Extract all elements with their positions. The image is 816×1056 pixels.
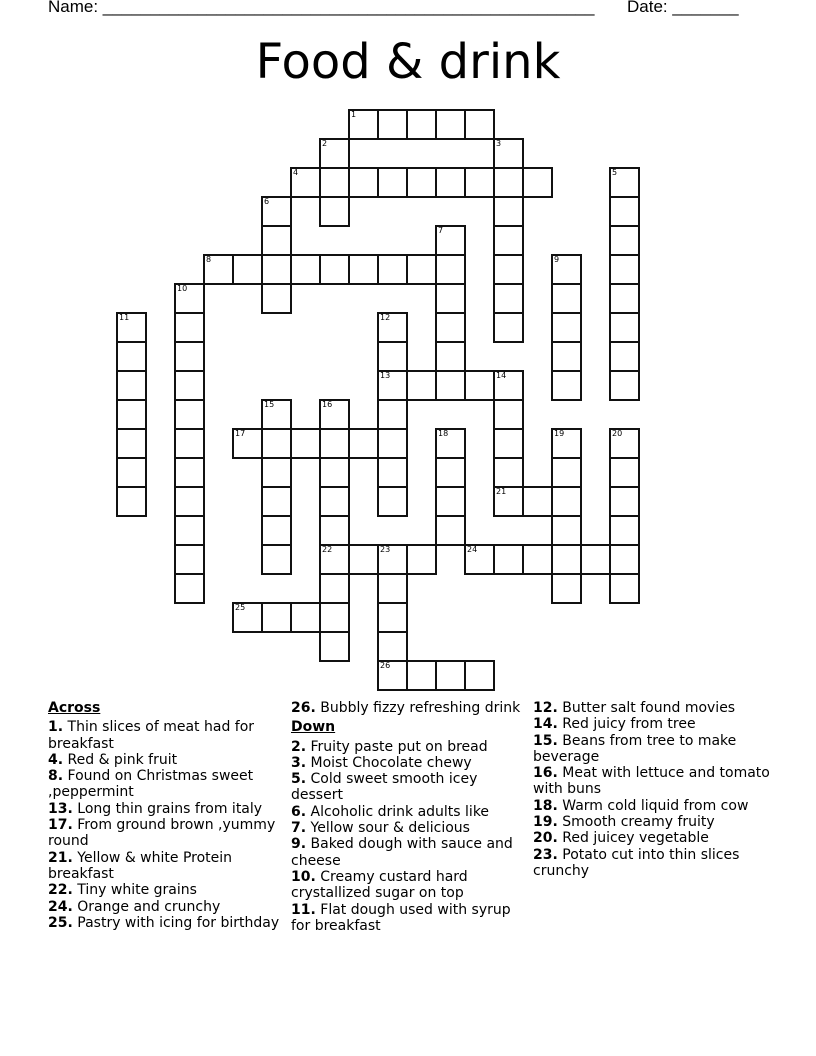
crossword-cell[interactable] — [377, 486, 408, 517]
crossword-cell[interactable] — [435, 109, 466, 140]
clue-number-label: 1 — [351, 110, 357, 119]
clue-number: 8. — [48, 768, 64, 785]
clue-text: Yellow & white Protein breakfast — [48, 849, 233, 882]
crossword-cell[interactable] — [290, 167, 321, 198]
crossword-cell[interactable] — [319, 486, 350, 517]
crossword-cell[interactable] — [174, 399, 205, 430]
clue-text: Orange and crunchy — [77, 898, 221, 915]
crossword-cell[interactable] — [377, 428, 408, 459]
crossword-cell[interactable] — [551, 573, 582, 604]
crossword-cell[interactable] — [464, 109, 495, 140]
crossword-cell[interactable] — [609, 370, 640, 401]
date-field-label[interactable]: Date: _______ — [627, 0, 739, 16]
clue-down-10 — [291, 869, 523, 902]
crossword-cell[interactable] — [406, 167, 437, 198]
crossword-cell[interactable] — [174, 544, 205, 575]
clue-down-11 — [291, 902, 523, 935]
crossword-cell[interactable] — [609, 486, 640, 517]
clue-text: Creamy custard hard crystallized sugar on top — [291, 868, 468, 902]
clue-number: 24. — [48, 898, 73, 915]
crossword-cell[interactable] — [232, 254, 263, 285]
crossword-cell[interactable] — [174, 573, 205, 604]
clue-text: Long thin grains from italy — [77, 800, 263, 817]
crossword-cell[interactable] — [609, 283, 640, 314]
crossword-cell[interactable] — [406, 254, 437, 285]
crossword-cell[interactable] — [377, 370, 408, 401]
clue-number-label: 26 — [380, 661, 391, 670]
clue-text: Potato cut into thin slices crunchy — [533, 846, 740, 879]
crossword-cell[interactable] — [406, 544, 437, 575]
crossword-cell[interactable] — [551, 254, 582, 285]
clue-number-label: 22 — [322, 545, 333, 554]
crossword-cell[interactable] — [609, 167, 640, 198]
name-field-label[interactable]: Name: ____________________________________________________ — [48, 0, 595, 16]
crossword-cell[interactable] — [174, 283, 205, 314]
clue-number: 11. — [291, 901, 316, 918]
clue-down-19 — [533, 814, 773, 830]
crossword-cell[interactable] — [435, 515, 466, 546]
clue-text: Flat dough used with syrup for breakfast — [291, 901, 511, 934]
clue-number-label: 25 — [235, 603, 246, 612]
clue-across-17 — [48, 817, 280, 850]
clue-down-9 — [291, 836, 523, 869]
clue-number: 19. — [533, 814, 558, 831]
clue-text: Cold sweet smooth icey dessert — [291, 771, 478, 804]
clue-number: 22. — [48, 882, 73, 899]
clue-down-2 — [291, 739, 523, 755]
crossword-cell[interactable] — [261, 399, 292, 430]
page-title: Food & drink — [255, 34, 561, 90]
clues-column-1 — [48, 700, 280, 931]
clue-text: Tiny white grains — [77, 882, 197, 899]
crossword-cell[interactable] — [609, 457, 640, 488]
crossword-cell[interactable] — [493, 486, 524, 517]
crossword-cell[interactable] — [551, 341, 582, 372]
clue-number: 21. — [48, 849, 73, 866]
clue-text: Warm cold liquid from cow — [562, 797, 749, 814]
crossword-cell[interactable] — [377, 631, 408, 662]
crossword-cell[interactable] — [609, 341, 640, 372]
crossword-cell[interactable] — [174, 341, 205, 372]
crossword-cell[interactable] — [493, 283, 524, 314]
crossword-cell[interactable] — [377, 167, 408, 198]
clue-number: 1. — [48, 719, 64, 736]
clue-across-1 — [48, 719, 280, 752]
crossword-cell[interactable] — [319, 399, 350, 430]
crossword-cell[interactable] — [261, 254, 292, 285]
clue-number-label: 4 — [293, 168, 299, 177]
clue-text: Moist Chocolate chewy — [310, 754, 472, 771]
clue-across-4 — [48, 752, 280, 768]
clue-text: Red & pink fruit — [67, 751, 178, 768]
crossword-cell[interactable] — [493, 254, 524, 285]
clue-number: 5. — [291, 771, 307, 788]
crossword-cell[interactable] — [116, 428, 147, 459]
clue-number: 7. — [291, 820, 307, 837]
crossword-cell[interactable] — [464, 544, 495, 575]
clues-column-2 — [291, 700, 523, 934]
crossword-cell[interactable] — [261, 486, 292, 517]
clue-down-12 — [533, 700, 773, 716]
clue-number: 25. — [48, 914, 73, 931]
crossword-cell[interactable] — [116, 486, 147, 517]
crossword-cell[interactable] — [116, 457, 147, 488]
clue-text: Baked dough with sauce and cheese — [291, 836, 513, 869]
clue-text: Smooth creamy fruity — [562, 814, 715, 831]
clue-number: 6. — [291, 803, 307, 820]
clue-down-16 — [533, 765, 773, 798]
crossword-cell[interactable] — [435, 167, 466, 198]
clue-number-label: 12 — [380, 313, 391, 322]
crossword-cell[interactable] — [319, 457, 350, 488]
clue-text: From ground brown ,yummy round — [48, 817, 276, 850]
crossword-cell[interactable] — [261, 457, 292, 488]
clue-across-26 — [291, 700, 523, 716]
crossword-cell[interactable] — [319, 196, 350, 227]
crossword-cell[interactable] — [290, 602, 321, 633]
clue-text: Bubbly fizzy refreshing drink — [320, 700, 521, 716]
crossword-cell[interactable] — [435, 341, 466, 372]
clue-number-label: 11 — [119, 313, 130, 322]
crossword-cell[interactable] — [493, 196, 524, 227]
crossword-cell[interactable] — [435, 486, 466, 517]
crossword-cell[interactable] — [261, 602, 292, 633]
crossword-cell[interactable] — [435, 312, 466, 343]
crossword-cell[interactable] — [464, 660, 495, 691]
crossword-cell[interactable] — [116, 341, 147, 372]
clue-text: Pastry with icing for birthday — [77, 914, 280, 931]
clue-number-label: 14 — [496, 371, 507, 380]
clue-number-label: 2 — [322, 139, 328, 148]
crossword-cell[interactable] — [290, 428, 321, 459]
crossword-cell[interactable] — [377, 544, 408, 575]
clue-text: Butter salt found movies — [562, 700, 736, 716]
crossword-cell[interactable] — [377, 341, 408, 372]
crossword-cell[interactable] — [406, 660, 437, 691]
clue-down-23 — [533, 847, 773, 880]
crossword-cell[interactable] — [319, 428, 350, 459]
clue-number: 18. — [533, 797, 558, 814]
clue-number: 20. — [533, 830, 558, 847]
clue-number-label: 24 — [467, 545, 478, 554]
clue-number-label: 13 — [380, 371, 391, 380]
crossword-cell[interactable] — [261, 196, 292, 227]
crossword-cell[interactable] — [377, 109, 408, 140]
crossword-cell[interactable] — [319, 544, 350, 575]
clue-number-label: 3 — [496, 139, 502, 148]
clue-number-label: 17 — [235, 429, 246, 438]
clue-across-13 — [48, 801, 280, 817]
clue-down-6 — [291, 804, 523, 820]
clue-across-25 — [48, 915, 280, 931]
clue-number: 9. — [291, 836, 307, 853]
crossword-cell[interactable] — [174, 428, 205, 459]
clue-number: 13. — [48, 800, 73, 817]
clue-number-label: 6 — [264, 197, 270, 206]
crossword-cell[interactable] — [464, 167, 495, 198]
crossword-cell[interactable] — [493, 138, 524, 169]
clue-number-label: 23 — [380, 545, 391, 554]
crossword-cell[interactable] — [522, 167, 553, 198]
crossword-cell[interactable] — [609, 544, 640, 575]
clue-number-label: 10 — [177, 284, 188, 293]
clue-text: Red juicy from tree — [562, 716, 696, 733]
clue-number: 3. — [291, 754, 307, 771]
crossword-cell[interactable] — [348, 109, 379, 140]
clue-number: 23. — [533, 846, 558, 863]
clue-down-18 — [533, 798, 773, 814]
clue-down-3 — [291, 755, 523, 771]
clue-down-7 — [291, 820, 523, 836]
crossword-cell[interactable] — [609, 225, 640, 256]
crossword-cell[interactable] — [377, 254, 408, 285]
crossword-cell[interactable] — [377, 573, 408, 604]
crossword-cell[interactable] — [319, 138, 350, 169]
crossword-cell[interactable] — [261, 515, 292, 546]
clue-number-label: 19 — [554, 429, 565, 438]
crossword-cell[interactable] — [348, 544, 379, 575]
clue-text: Thin slices of meat had for breakfast — [48, 719, 255, 752]
clue-across-8 — [48, 768, 280, 801]
crossword-cell[interactable] — [435, 370, 466, 401]
crossword-cell[interactable] — [551, 370, 582, 401]
clue-number: 10. — [291, 868, 316, 885]
crossword-cell[interactable] — [493, 225, 524, 256]
clues-column-3 — [533, 700, 773, 879]
crossword-cell[interactable] — [174, 486, 205, 517]
crossword-cell[interactable] — [319, 254, 350, 285]
crossword-cell[interactable] — [493, 167, 524, 198]
clue-number-label: 20 — [612, 429, 623, 438]
crossword-cell[interactable] — [116, 312, 147, 343]
crossword-cell[interactable] — [348, 254, 379, 285]
crossword-cell[interactable] — [377, 602, 408, 633]
clue-down-15 — [533, 733, 773, 766]
crossword-cell[interactable] — [493, 399, 524, 430]
crossword-cell[interactable] — [493, 544, 524, 575]
crossword-cell[interactable] — [435, 225, 466, 256]
crossword-cell[interactable] — [377, 312, 408, 343]
crossword-cell[interactable] — [116, 399, 147, 430]
crossword-cell[interactable] — [174, 457, 205, 488]
crossword-cell[interactable] — [319, 602, 350, 633]
crossword-cell[interactable] — [435, 660, 466, 691]
clue-number-label: 9 — [554, 255, 560, 264]
clue-number: 4. — [48, 751, 64, 768]
crossword-cell[interactable] — [377, 399, 408, 430]
clue-number-label: 8 — [206, 255, 212, 264]
crossword-cell[interactable] — [319, 573, 350, 604]
clue-text: Alcoholic drink adults like — [310, 803, 490, 820]
clue-down-5 — [291, 771, 523, 804]
clue-text: Meat with lettuce and tomato with buns — [533, 765, 770, 798]
crossword-cell[interactable] — [232, 602, 263, 633]
clue-text: Found on Christmas sweet ,peppermint — [48, 768, 254, 801]
crossword-cell[interactable] — [435, 254, 466, 285]
crossword-cell[interactable] — [406, 370, 437, 401]
clue-number: 14. — [533, 716, 558, 733]
across-heading: Across — [48, 700, 101, 716]
clue-text: Red juicey vegetable — [562, 830, 709, 847]
crossword-cell[interactable] — [551, 515, 582, 546]
clue-number: 17. — [48, 817, 73, 834]
crossword-cell[interactable] — [261, 225, 292, 256]
crossword-cell[interactable] — [377, 660, 408, 691]
clue-down-20 — [533, 830, 773, 846]
clue-across-21 — [48, 850, 280, 883]
crossword-cell[interactable] — [609, 312, 640, 343]
crossword-cell[interactable] — [464, 370, 495, 401]
crossword-cell[interactable] — [551, 312, 582, 343]
crossword-cell[interactable] — [609, 196, 640, 227]
crossword-cell[interactable] — [609, 515, 640, 546]
crossword-cell[interactable] — [580, 544, 611, 575]
crossword-cell[interactable] — [551, 428, 582, 459]
crossword-cell[interactable] — [319, 515, 350, 546]
crossword-cell[interactable] — [319, 631, 350, 662]
crossword-cell[interactable] — [261, 428, 292, 459]
crossword-cell[interactable] — [493, 312, 524, 343]
clue-number: 16. — [533, 765, 558, 782]
clue-number: 15. — [533, 732, 558, 749]
clue-number-label: 7 — [438, 226, 444, 235]
crossword-cell[interactable] — [609, 573, 640, 604]
clue-text: Fruity paste put on bread — [310, 738, 488, 755]
crossword-cell[interactable] — [174, 515, 205, 546]
crossword-cell[interactable] — [551, 544, 582, 575]
crossword-cell[interactable] — [522, 544, 553, 575]
clue-number-label: 5 — [612, 168, 618, 177]
clue-number-label: 16 — [322, 400, 333, 409]
clue-number: 2. — [291, 738, 307, 755]
crossword-cell[interactable] — [551, 486, 582, 517]
crossword-cell[interactable] — [551, 283, 582, 314]
crossword-cell[interactable] — [522, 486, 553, 517]
crossword-cell[interactable] — [348, 428, 379, 459]
crossword-cell[interactable] — [319, 167, 350, 198]
crossword-cell[interactable] — [348, 167, 379, 198]
crossword-cell[interactable] — [116, 370, 147, 401]
crossword-cell[interactable] — [377, 457, 408, 488]
crossword-cell[interactable] — [261, 544, 292, 575]
clue-across-24 — [48, 899, 280, 915]
crossword-cell[interactable] — [435, 457, 466, 488]
clue-number: 12. — [533, 700, 558, 716]
crossword-cell[interactable] — [261, 283, 292, 314]
clue-number-label: 18 — [438, 429, 449, 438]
clue-number-label: 15 — [264, 400, 275, 409]
clue-across-22 — [48, 882, 280, 898]
crossword-cell[interactable] — [609, 254, 640, 285]
crossword-cell[interactable] — [406, 109, 437, 140]
crossword-cell[interactable] — [174, 312, 205, 343]
crossword-cell[interactable] — [493, 457, 524, 488]
crossword-cell[interactable] — [290, 254, 321, 285]
crossword-cell[interactable] — [203, 254, 234, 285]
crossword-cell[interactable] — [232, 428, 263, 459]
clue-number-label: 21 — [496, 487, 507, 496]
crossword-cell[interactable] — [551, 457, 582, 488]
clue-down-14 — [533, 716, 773, 732]
clue-text: Yellow sour & delicious — [310, 820, 470, 837]
crossword-cell[interactable] — [435, 283, 466, 314]
clue-number: 26. — [291, 700, 316, 716]
crossword-cell[interactable] — [493, 370, 524, 401]
crossword-cell[interactable] — [435, 428, 466, 459]
crossword-cell[interactable] — [174, 370, 205, 401]
header — [48, 0, 748, 17]
crossword-cell[interactable] — [609, 428, 640, 459]
clue-text: Beans from tree to make beverage — [533, 732, 737, 765]
down-heading: Down — [291, 719, 336, 736]
crossword-cell[interactable] — [493, 428, 524, 459]
